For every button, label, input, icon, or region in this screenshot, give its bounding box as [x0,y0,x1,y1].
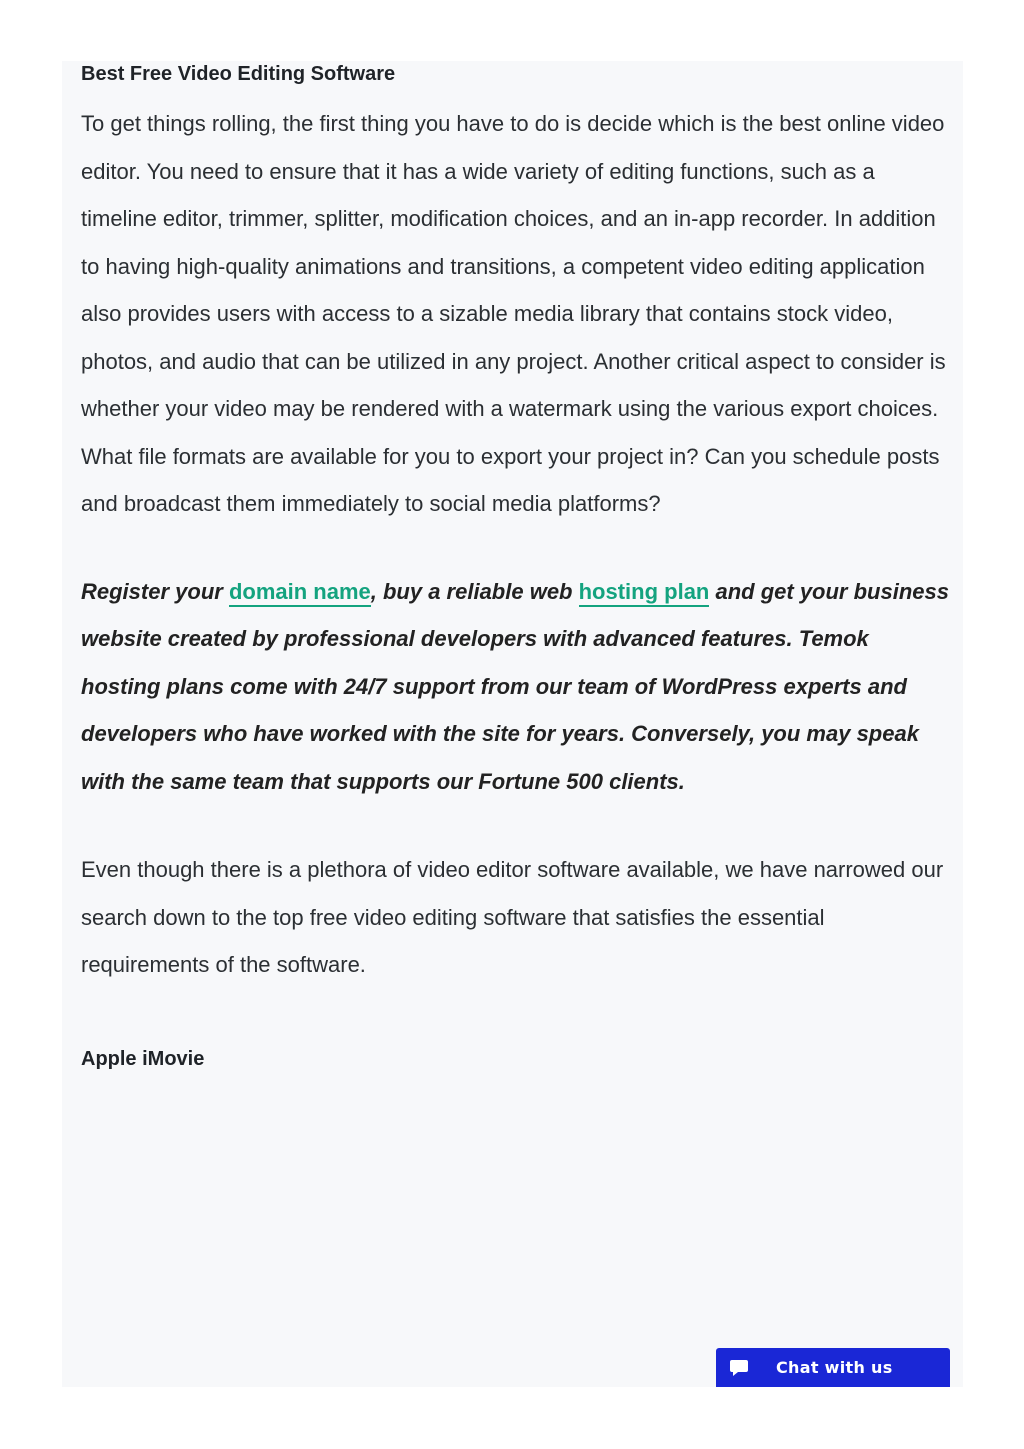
chat-label: Chat with us [776,1358,893,1377]
section-heading: Best Free Video Editing Software [81,63,396,85]
promo-text-2: , buy a reliable web [370,578,579,604]
chat-bubble-icon [716,1348,762,1387]
intro-paragraph: To get things rolling, the first thing you have to do is decide which is the best online video editor. You need to ensure that it has a wide variety of editing functions, such as a timeline editor, trimmer, splitter, modification choices, and an in-app recorder. In addition to having high-quality animations and transitions, a competent video editing application also provides users with access to a sizable media library that contains stock video, photos, and audio that can be utilized in any project. Another critical aspect to consider is whether your video may be rendered with a watermark using the various export choices. What file formats are available for you to export your project in? Can you schedule posts and broadcast them immediately to social media platforms? [81,111,946,516]
closing-paragraph: Even though there is a plethora of video editor software available, we have narrowed our search down to the top free video editing software that satisfies the essential requirements of the software. [81,857,944,977]
promo-text-1: Register your [81,578,229,604]
domain-name-link[interactable]: domain name [229,579,371,607]
promo-text-3: and get your business website created by professional developers with advanced features. Temok hosting plans come with 24/7 support from our team of WordPress experts and developers who have worked with the site for years. Conversely, you may speak with the same team that supports our Fortune 500 clients. [81,578,949,794]
promo-paragraph [81,568,951,806]
hosting-plan-link[interactable]: hosting plan [579,579,710,607]
chat-widget-button[interactable] [716,1348,950,1387]
apple-imovie-heading: Apple iMovie [81,1047,205,1070]
article-content [81,60,951,1073]
